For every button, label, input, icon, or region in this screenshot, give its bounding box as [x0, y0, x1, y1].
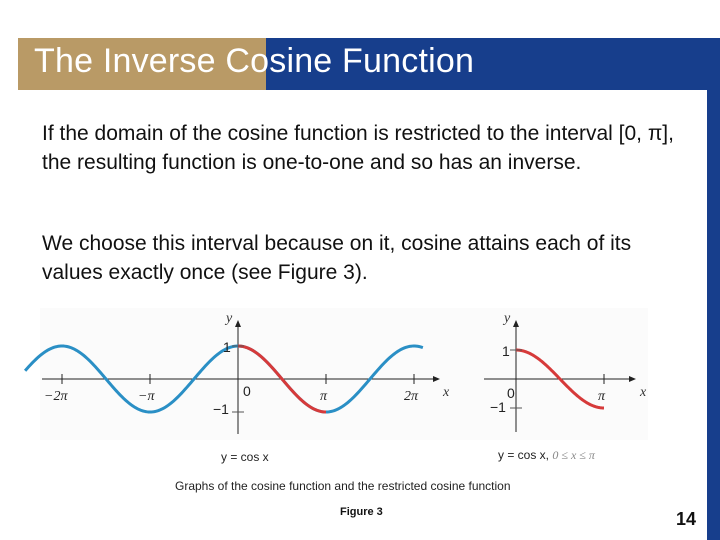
y-axis-label: y	[226, 311, 233, 326]
y-max-label: 1	[502, 343, 510, 359]
domain-inequality: 0 ≤ x ≤ π	[552, 448, 595, 462]
y-axis-arrow	[513, 320, 519, 327]
x-axis-arrow	[433, 376, 440, 382]
right-accent-bar	[707, 38, 720, 540]
slide-title: The Inverse Cosine Function	[34, 42, 475, 80]
paragraph-interval-reason: We choose this interval because on it, cosine attains each of its values exactly once (see Figure 3).	[42, 232, 632, 284]
y-max-label: 1	[223, 339, 231, 355]
x-axis-label: x	[640, 385, 647, 400]
tick-label-pi: π	[320, 389, 328, 404]
x-axis-label: x	[443, 385, 450, 400]
cosine-graph-full	[40, 308, 460, 438]
right-graph-caption: y = cos x, 0 ≤ x ≤ π	[498, 448, 595, 462]
figure-caption: Graphs of the cosine function and the restricted cosine function	[175, 479, 511, 493]
page-number: 14	[676, 509, 697, 529]
tick-label-2pi: 2π	[404, 389, 419, 404]
tick-label-neg-2pi: −2π	[44, 389, 68, 404]
figure-label: Figure 3	[340, 506, 383, 518]
tick-label-pi: π	[598, 389, 606, 404]
y-min-label: −1	[490, 399, 506, 415]
left-graph-caption: y = cos x	[221, 450, 269, 464]
y-axis-arrow	[235, 320, 241, 327]
paragraph-domain-restriction: If the domain of the cosine function is restricted to the interval [0, π], the resulting function is one-to-one and so has an inverse.	[42, 122, 674, 174]
origin-label: 0	[243, 383, 251, 399]
y-min-label: −1	[213, 401, 229, 417]
tick-label-neg-pi: −π	[138, 389, 155, 404]
x-axis-arrow	[629, 376, 636, 382]
y-axis-label: y	[504, 311, 511, 326]
origin-label: 0	[507, 385, 515, 401]
cosine-graph-restricted	[470, 308, 650, 438]
